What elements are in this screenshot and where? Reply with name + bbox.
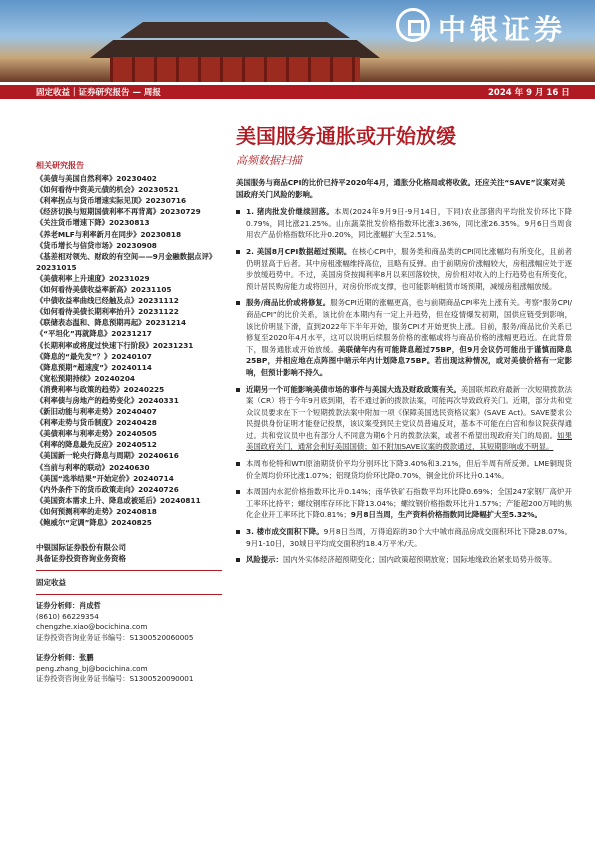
related-report-item[interactable]: 《降息预期“超速度”》20240114: [36, 362, 152, 372]
related-report-item[interactable]: 《降息的“最先发”？》20240107: [36, 351, 152, 361]
palace-columns: [110, 57, 360, 82]
related-report-item[interactable]: 《经济切换与短期国债利率不再背离》20230729: [36, 207, 201, 217]
item-lead: 风险提示：: [246, 555, 283, 565]
analyst-list: [36, 601, 222, 685]
report-bullet-item: [236, 246, 572, 292]
related-report-item[interactable]: 《利率拐点与货币增速实际见顶》20230716: [36, 196, 187, 206]
item-text: 国内外实体经济超预期变化；国内政策超预期放宽；国际地缘政治紧张局势升级等。: [282, 555, 557, 565]
related-report-item[interactable]: 《利率的降息最先反应》20240512: [36, 440, 157, 450]
item-text: 服务CPI近期的涨幅更高，也与前期商品CPI率先上涨有关。考察“服务CPI/商品CPI”的比价关系，该比价在本期内有一定上升趋势，但在疫情爆发初期，国供应链受到影响，该比价明显下滑，直到2022年下半年开始，服务CPI才开始更快上涨。目前，服务/商品比价关系已修复至2020年4月水平，这可以说明后续服务价格的涨幅或将与商品价格的涨幅更趋近。在此背景下，服务通胀或开始放缓。: [246, 298, 573, 354]
item-lead: 服务/商品比价或将修复。: [246, 298, 331, 308]
related-report-item[interactable]: 《联储表态温和、降息预期再起》20231214: [36, 318, 187, 328]
bullet-icon: [236, 530, 240, 534]
related-report-item[interactable]: 《养老MLF与利率新月在同步》20230818: [36, 229, 182, 239]
analyst-license: 证券投资咨询业务证书编号：S1300520090001: [36, 674, 194, 684]
item-text: 美国联邦政府最新一次短期拨款法案（CR）将于今年9月底到期，若不通过新的拨款法案，可能再次导致政府关门。近期，部分共和党众议员要求在下一个短期拨款法案中附加一项《保障美国选民资格议案》(SAVE Act)。SAVE要求公民提供身份证明才能登记投票，该议案受到民主党议员普遍反对，基本不可能在白宫和参议院获得通过。共和党议员中也有部分人不同意为期6个月的拨款法案，或者不希望出现政府关门的局面。: [246, 384, 572, 440]
report-body: [236, 177, 572, 571]
related-report-item[interactable]: 《美债利率上升速度》20231029: [36, 273, 150, 283]
item-text: 9月8日当周，万得追踪的30个大中城市商品房成交面积环比下降28.07%。9月1-10日，30城日平均成交面积约18.4万平米/天。: [246, 527, 572, 548]
related-report-item[interactable]: 《美债与美国自然利率》20230402: [36, 174, 157, 184]
related-report-item[interactable]: 《美国新一轮央行降息与周期》20240616: [36, 451, 179, 461]
related-report-item[interactable]: 《美国资本需求上升、降息或被延后》20240811: [36, 495, 201, 505]
page-title: 美国服务通胀或开始放缓: [236, 124, 456, 148]
analyst-card: [36, 653, 222, 685]
related-report-item[interactable]: 《如何看待美债长期利率抬升》20231122: [36, 307, 179, 317]
analyst-email: chengzhe.xiao@bocichina.com: [36, 622, 148, 632]
item-underline: 如果美国政府关门，通常会利好美国国债；如不附加SAVE议案的拨款通过，其短期影响或不明显。: [246, 430, 572, 452]
header-banner: [0, 0, 595, 82]
report-bullet-item: [236, 384, 572, 454]
bullet-icon: [236, 388, 240, 392]
related-report-item[interactable]: 《消费利率与政策的趋势》20240225: [36, 384, 165, 394]
bullet-icon: [236, 250, 240, 254]
report-bullet-item: [236, 486, 572, 521]
related-report-item[interactable]: 《如何看待美债收益率新高》20231105: [36, 285, 172, 295]
item-lead: 3. 楼市成交面积下降。: [246, 527, 324, 537]
related-report-item[interactable]: 《如何看待中资美元债的机会》20230521: [36, 185, 179, 195]
bullet-icon: [236, 301, 240, 305]
page-subtitle: 高频数据扫描: [236, 154, 302, 167]
palace-roof-lower: [90, 40, 380, 58]
item-tail: 美联储年内有可能降息超过75BP，但9月会议仍可能出于谨慎而降息25BP，并相应地在点阵图中暗示年内计划降息75BP。若出现这种情况，或对美债价格有一定影响，但预计影响不持久。: [246, 344, 572, 377]
palace-roof-upper: [120, 22, 350, 38]
org-name: 中银国际证券股份有限公司: [36, 543, 126, 553]
related-report-item[interactable]: 《鲍威尔“定调”降息》20240825: [36, 518, 152, 527]
item-text: 本周(2024年9月9日-9月14日，下同)农业部猪肉平均批发价环比下降0.79%，同比涨21.25%。山东蔬菜批发价格指数环比涨3.36%，同比涨26.35%。9月6日当周食用农产品价格指数环比升0.20%，同比涨幅扩大至2.51%。: [246, 207, 572, 240]
analyst-phone: (8610) 66229354: [36, 611, 99, 621]
item-lead: 2. 美国8月CPI数据超过预期。: [246, 246, 352, 256]
related-report-item[interactable]: 《中债收益率曲线已经触及点》20231112: [36, 296, 179, 306]
related-report-item[interactable]: 《新旧动能与利率走势》20240407: [36, 407, 157, 417]
report-bullet-item: [236, 554, 572, 566]
related-report-item[interactable]: 《宽松预期持续》20240204: [36, 373, 135, 383]
related-report-item[interactable]: 《利率债与房地产的趋势变化》20240331: [36, 395, 179, 405]
item-lead: 近期另一个可能影响美债市场的事件与美国大选及财政政策有关。: [246, 384, 461, 394]
report-date: 2024 年 9 月 16 日: [488, 88, 570, 98]
related-report-item[interactable]: 《货币增长与信贷市场》20230908: [36, 240, 157, 250]
item-text: 在核心CPI中，服务类和商品类的CPI同比涨幅均有所变化，且前者仍明显高于后者。其中房租涨幅维持高位，且略有反弹。由于前期房价涨幅较大，房租涨幅应处于逐步放缓趋势中。不过，美国房贷按揭利率8月以来回落较快，房价相对收入的上行趋势也有所变化，预计居民购房能力或将回升，对房价形成支撑，也可能影响租赁市场预期，减缓房租涨幅放缓。: [246, 246, 572, 291]
related-report-item[interactable]: 《当前与利率的联动》20240630: [36, 462, 150, 472]
report-bullet-item: [236, 526, 572, 549]
analyst-card: [36, 601, 222, 643]
bullet-icon: [236, 210, 240, 214]
report-summary: 美国服务与商品CPI的比价已持平2020年4月，通胀分化格局或将收敛。还应关注“SAVE”议案对美国政府关门风险的影响。: [236, 178, 566, 199]
brand-name: 中银证券: [438, 13, 567, 46]
related-report-item[interactable]: 《美国“选举结果”开始定价》20240714: [36, 473, 174, 483]
divider: [36, 570, 222, 571]
analyst-license: 证券投资咨询业务证书编号：S1300520060005: [36, 632, 194, 642]
item-text: 本周布伦特和WTI原油期货价平均分别环比下降3.40%和3.21%，但后半周有所反弹。LME铜现货价全周均价环比涨1.07%；铝现货均价环比降0.70%，铜金比价环比升0.14%。: [246, 459, 572, 480]
analyst-email: peng.zhang_bj@bocichina.com: [36, 663, 148, 673]
report-bullet-item: [236, 206, 572, 241]
report-items: [236, 206, 572, 566]
report-category: 固定收益｜证券研究报告 — 周报: [36, 88, 161, 98]
report-bullet-item: [236, 297, 572, 378]
org-qualification: 具备证券投资咨询业务资格: [36, 554, 126, 564]
sidebar: [36, 160, 222, 695]
item-lead: 1. 猪肉批发价继续回落。: [246, 207, 335, 217]
item-tail: 9月8日当周，生产资料价格指数同比降幅扩大至5.32%。: [350, 510, 542, 520]
item-text: 本周国内水泥价格指数环比升0.14%；南华铁矿石指数平均环比降0.69%；全国247家钢厂高炉开工率环比持平；螺纹钢库存环比下降13.04%；螺纹钢价格指数环比升1.57%；产能超200万吨的焦化企业开工率环比下降0.81%；: [246, 487, 572, 520]
analyst-name: 证券分析师：张鹏: [36, 653, 94, 663]
related-reports-list: [36, 173, 222, 528]
related-report-item[interactable]: 《如何预测利率的走势》20240818: [36, 506, 157, 516]
section-label: 固定收益: [36, 578, 66, 588]
divider: [36, 594, 222, 595]
bullet-icon: [236, 490, 240, 494]
related-report-item[interactable]: 《内外条件下的货币政策走向》20240726: [36, 484, 179, 494]
related-report-item[interactable]: 《基差相对领先、财政的有空间——9月金融数据点评》20231015: [36, 251, 217, 272]
related-report-item[interactable]: 《“平坦化”再就降息》20231217: [36, 329, 152, 339]
related-report-item[interactable]: 《长期利率或将度过快速下行阶段》20231231: [36, 340, 194, 350]
bullet-icon: [236, 462, 240, 466]
related-report-item[interactable]: 《关注货币增速下降》20230813: [36, 218, 150, 228]
bullet-icon: [236, 558, 240, 562]
related-report-item[interactable]: 《利率走势与货币制度》20240428: [36, 418, 157, 428]
report-bullet-item: [236, 458, 572, 481]
org-info: [36, 542, 222, 564]
boc-logo-icon: [396, 8, 430, 42]
related-heading: 相关研究报告: [36, 161, 84, 170]
related-report-item[interactable]: 《美债利率与利率走势》20240505: [36, 429, 157, 439]
report-info-bar: [0, 85, 595, 99]
analyst-name: 证券分析师：肖成哲: [36, 601, 101, 611]
